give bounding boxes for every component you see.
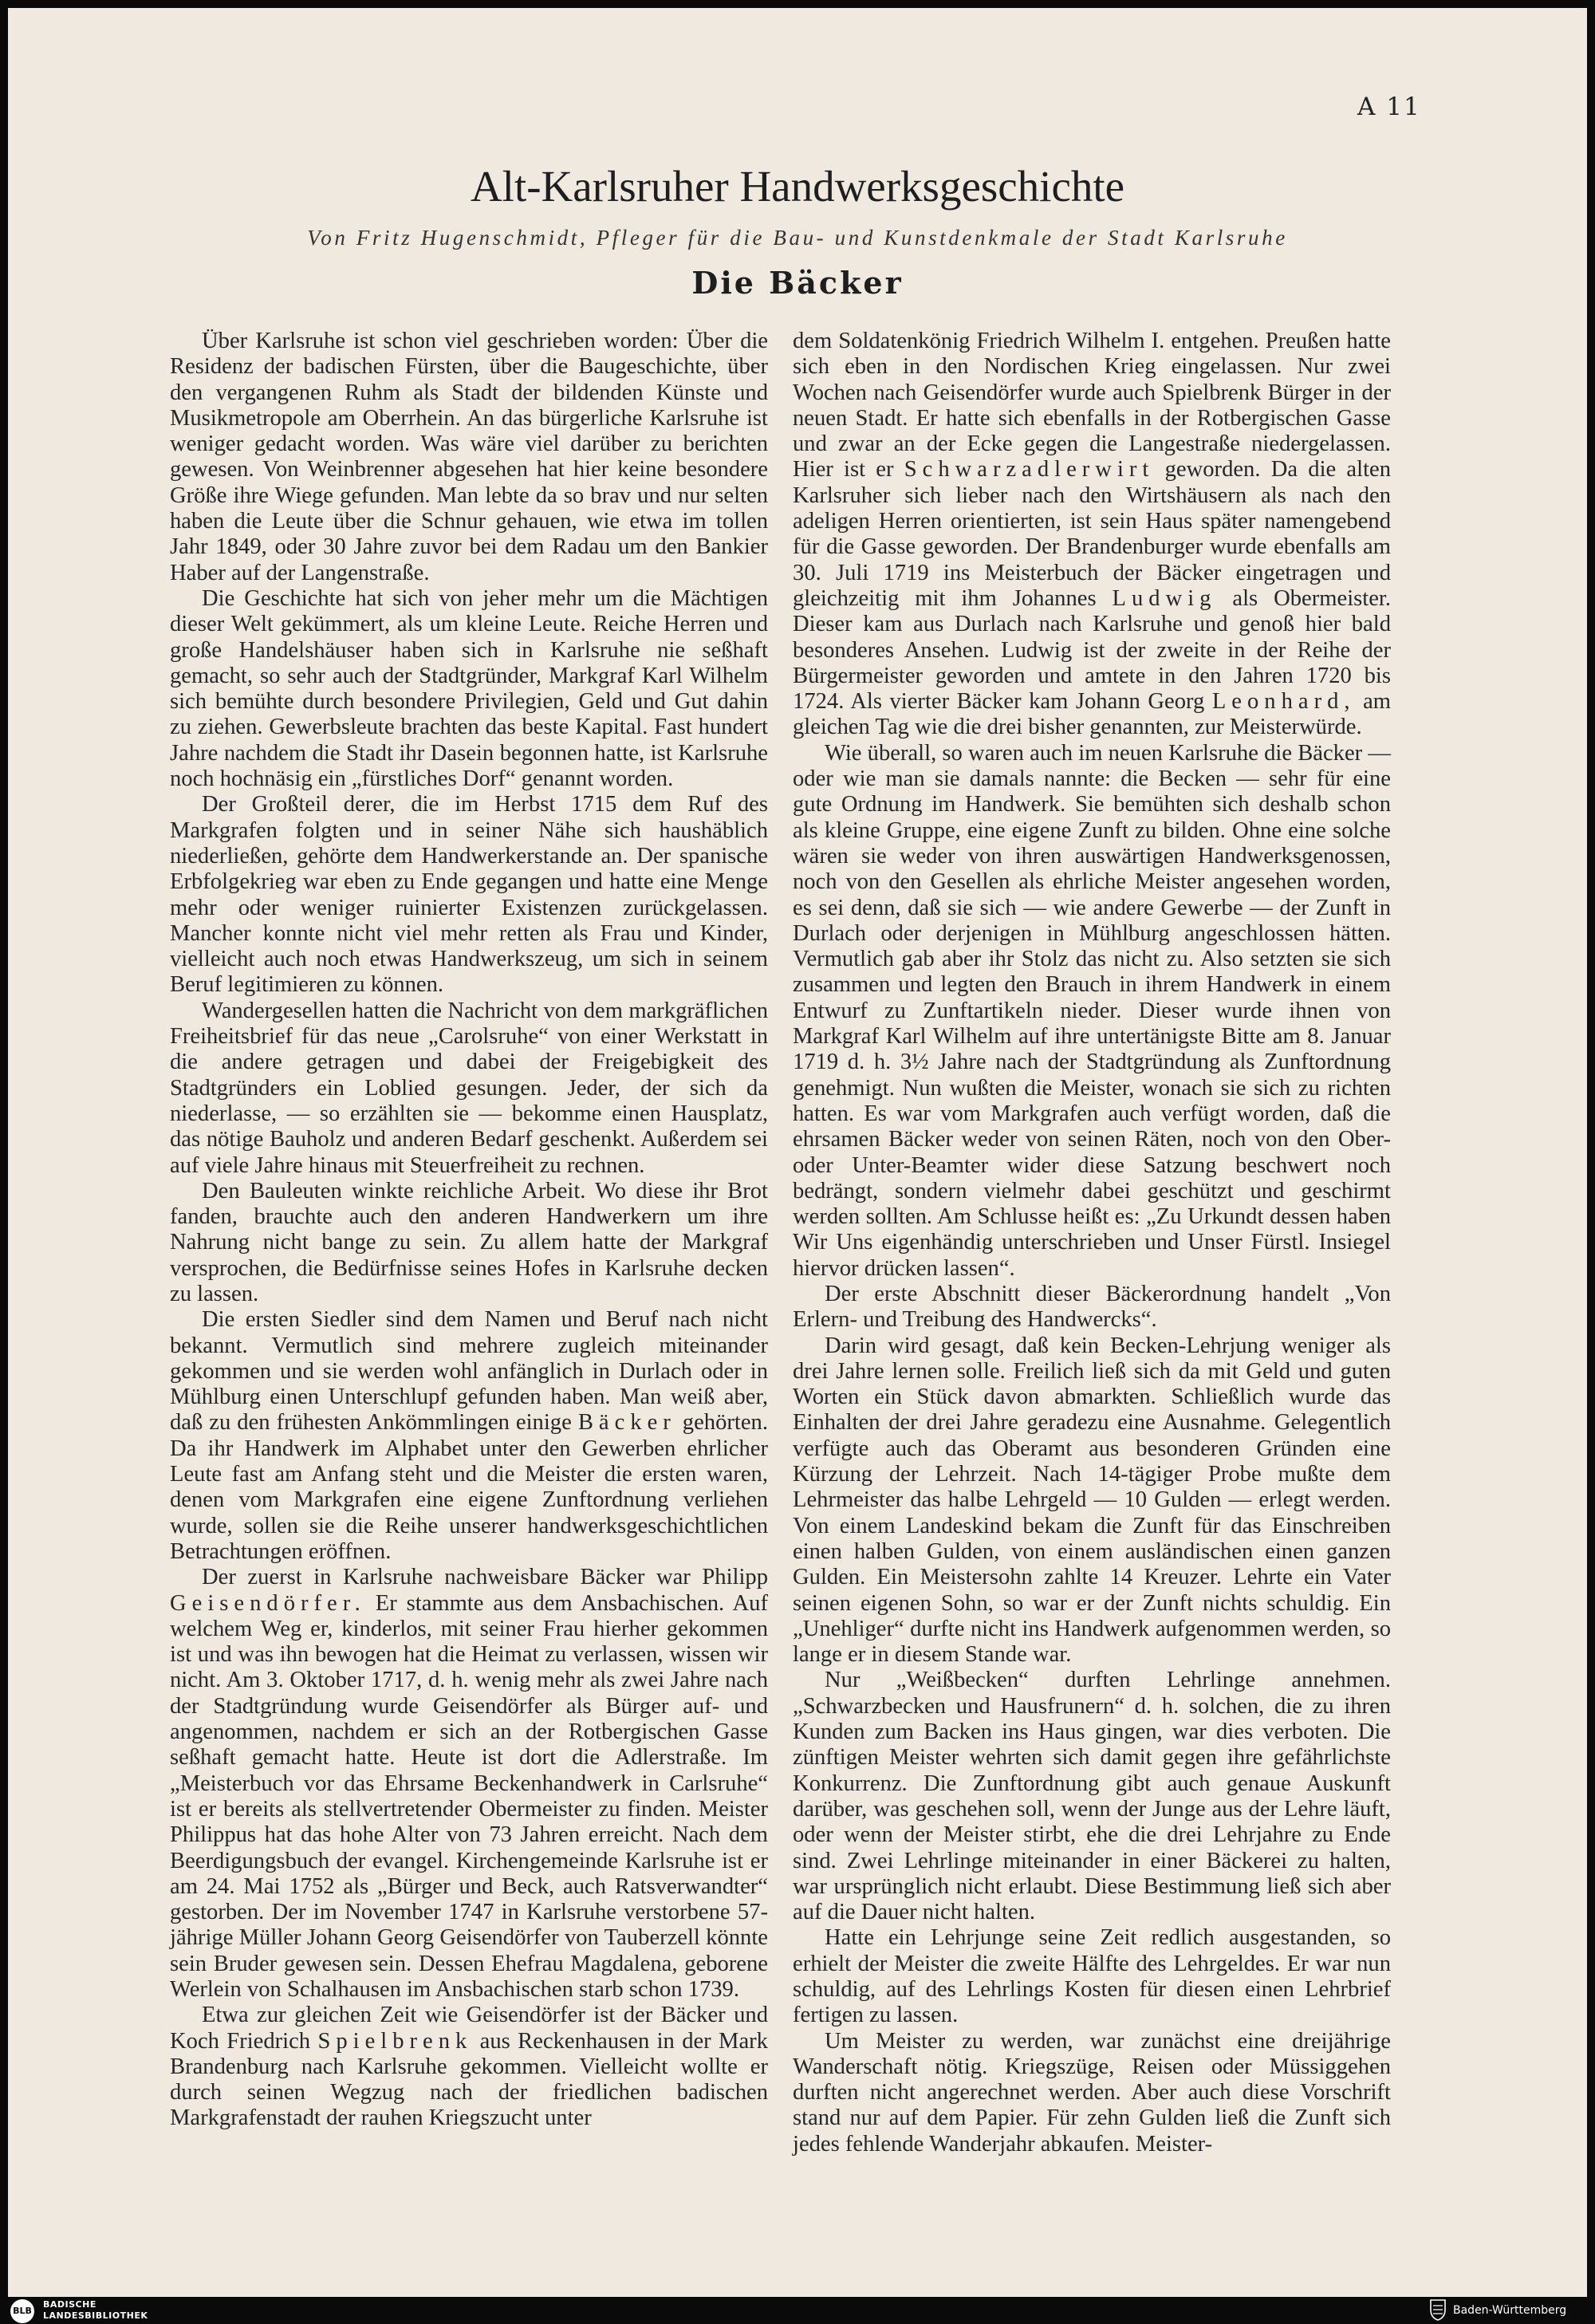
article-title: Alt-Karlsruher Handwerksgeschichte: [470, 162, 1125, 211]
paragraph: [793, 329, 1391, 741]
spaced-name: Ludwig: [1112, 585, 1217, 611]
text-run: gehörten. Da ihr Handwerk im Alphabet unter den Gewerben ehrlicher Leute fast am Anfang steht und die Meister die ersten waren, denen vom Markgrafen eine eigene Zunftordnung verliehen wurde, sollen sie die Reihe unserer handwerksgeschichtlichen Betrachtungen eröffnen.: [170, 1410, 768, 1564]
paragraph: Darin wird gesagt, daß kein Becken-Lehrjung weniger als drei Jahre lernen solle. Freilich ließ sich da mit Geld und guten Worten ein Stück davon abmarkten. Schließlich wurde das Einhalten der drei Jahre geradezu eine Ausnahme. Gelegentlich verfügte auch das Oberamt aus besonderen Gründen eine Kürzung der Lehrzeit. Nach 14-tägiger Probe mußte dem Lehrmeister das halbe Lehrgeld — 10 Gulden — erlegt werden. Von einem Landeskind bekam die Zunft für das Einschreiben einen halben Gulden, von einem ausländischen einen ganzen Gulden. Ein Meistersohn zahlte 14 Kreuzer. Lehrte ein Vater seinen eigenen Sohn, so war er der Zunft nichts schuldig. Ein „Unehliger“ durfte nicht ins Handwerk aufgenommen werden, so lange er in diesem Stande war.: [793, 1333, 1391, 1668]
section-heading: Die Bäcker: [691, 265, 904, 301]
text-run: Etwa zur gleichen Zeit wie Geisendörfer ist der Bäcker und Koch Friedrich: [170, 2003, 768, 2054]
paragraph: [170, 2003, 768, 2131]
text-run: Der zuerst in Karlsruhe nachweisbare Bäcker war Philipp: [202, 1565, 768, 1590]
article-byline: Von Fritz Hugenschmidt, Pfleger für die Bau- und Kunstdenkmale der Stadt Karlsruhe: [307, 226, 1288, 250]
text-run: geworden. Da die alten Karlsruher sich lieber nach den Wirtshäusern als nach den adeligen Herren orientierten, ist sein Haus später namengebend für die Gasse geworden. Der Brandenburger wurde ebenfalls am 30. Juli 1719 ins Meisterbuch der Bäcker eingetragen und gleichzeitig mit ihm Johannes: [793, 457, 1391, 611]
paragraph: Wie überall, so waren auch im neuen Karlsruhe die Bäcker — oder wie man sie damals nannte: die Becken — sehr für eine gute Ordnung im Handwerk. Sie bemühten sich deshalb schon als kleine Gruppe, eine eigene Zunft zu bilden. Ohne eine solche wären sie weder von ihren auswärtigen Handwerksgenossen, noch von den Gesellen als ehrliche Meister angesehen worden, es sei denn, daß sie sich — wie andere Gewerbe — der Zunft in Durlach oder derjenigen in Mühlburg angeschlossen hätten. Vermutlich gab aber ihr Stolz das nicht zu. Also setzten sie sich zusammen und legten den Brauch in ihrem Handwerk in einem Entwurf zu Zunftartikeln nieder. Dieser wurde ihnen von Markgraf Karl Wilhelm auf ihre untertänigste Bitte am 8. Januar 1719 d. h. 3½ Jahre nach der Stadtgründung als Zunftordnung genehmigt. Nun wußten die Meister, wonach sie sich zu richten hatten. Es war vom Markgrafen auch verfügt worden, daß die ehrsamen Bäcker weder von seinen Räten, noch von den Ober- oder Unter-Beamter wider diese Satzung beschwert noch bedrängt, sondern vielmehr dabei geschützt und geschirmt werden sollten. Am Schlusse heißt es: „Zu Urkundt dessen haben Wir Uns eigenhändig unterschrieben und Unser Fürstl. Insiegel hiervor drücken lassen“.: [793, 740, 1391, 1281]
text-run: Er stammte aus dem Ansbachischen. Auf welchem Weg er, kinderlos, mit seiner Frau hierher gekommen ist und was ihn bewogen hat die Heimat zu verlassen, wissen wir nicht. Am 3. Oktober 1717, d. h. wenig mehr als zwei Jahre nach der Stadtgründung wurde Geisendörfer als Bürger auf- und angenommen, nachdem er sich an der Rotbergischen Gasse seßhaft gemacht hatte. Heute ist dort die Adlerstraße. Im „Meisterbuch vor das Ehrsame Beckenhandwerk in Carlsruhe“ ist er bereits als stellvertretender Obermeister zu finden. Meister Philippus hat das hohe Alter von 73 Jahren erreicht. Nach dem Beerdigungsbuch der evangel. Kirchengemeinde Karlsruhe ist er am 24. Mai 1752 als „Bürger und Beck, auch Ratsverwandter“ gestorben. Der im November 1747 in Karlsruhe verstorbene 57-jährige Müller Johann Georg Geisendörfer von Tauberzell könnte sein Bruder gewesen sein. Dessen Ehefrau Magdalena, geborene Werlein von Schalhausen im Ansbachischen starb schon 1739.: [170, 1590, 768, 2002]
spaced-name: Bäcker: [577, 1410, 676, 1436]
paragraph: Die Geschichte hat sich von jeher mehr um die Mächtigen dieser Welt gekümmert, als um kleine Leute. Reiche Herren und große Handelshäuser haben sich in Karlsruhe nie seßhaft gemacht, so sehr auch der Stadtgründer, Markgraf Karl Wilhelm sich bemühte durch besondere Privilegien, Geld und Gut dahin zu ziehen. Gewerbsleute brachten das beste Kapital. Fast hundert Jahre nachdem die Stadt ihr Dasein begonnen hatte, ist Karlsruhe noch hochnäsig ein „fürstliches Dorf“ genannt worden.: [170, 585, 768, 792]
library-name: [43, 2299, 148, 2322]
paragraph: Um Meister zu werden, war zunächst eine dreijährige Wanderschaft nötig. Kriegszüge, Reisen oder Müssiggehen durften nicht angerechnet werden. Aber auch diese Vorschrift stand nur auf dem Papier. Für zehn Gulden ließ die Zunft sich jedes fehlende Wanderjahr abkaufen. Meister-: [793, 2028, 1391, 2157]
text-run: als Obermeister. Dieser kam aus Durlach nach Karlsruhe und genoß hier bald besonderes Ansehen. Ludwig ist der zweite in der Reihe der Bürgermeister geworden und amtete in den Jahren 1720 bis 1724. Als vierter Bäcker kam Johann Georg: [793, 585, 1392, 715]
paragraph: Der erste Abschnitt dieser Bäckerordnung handelt „Von Erlern- und Treibung des Handwercks“.: [793, 1281, 1391, 1333]
text-run: aus Reckenhausen in der Mark Brandenburg nach Karlsruhe gekommen. Vielleicht wollte er durch seinen Wegzug nach der friedlichen badischen Markgrafenstadt der rauhen Kriegszucht unter: [170, 2028, 768, 2131]
spaced-name: Spielbrenk: [317, 2028, 473, 2054]
paragraph: Wandergesellen hatten die Nachricht von dem markgräflichen Freiheitsbrief für das neue „Carolsruhe“ von einer Werkstatt in die andere getragen und dabei der Freigebigkeit des Stadtgründers ein Loblied gesungen. Jeder, der sich da niederlasse, — so erzählten sie — bekomme einen Hausplatz, das nötige Bauholz und anderen Bedarf geschenkt. Außerdem sei auf viele Jahre hinaus mit Steuerfreiheit zu rechnen.: [170, 998, 768, 1178]
paragraph: Der Großteil derer, die im Herbst 1715 dem Ruf des Markgrafen folgten und in seiner Nähe sich haushäblich niederließen, gehörte dem Handwerkerstande an. Der spanische Erbfolgekrieg war eben zu Ende gegangen und hatte eine Menge mehr oder weniger ruinierter Existenzen zurückgelassen. Mancher konnte nicht viel mehr retten als Frau und Kinder, vielleicht auch noch etwas Handwerkszeug, um sich in seinem Beruf legitimieren zu können.: [170, 792, 768, 998]
text-run: dem Soldatenkönig Friedrich Wilhelm I. entgehen. Preußen hatte sich eben in den Nordischen Krieg eingelassen. Nur zwei Wochen nach Geisendörfer wurde auch Spielbrenk Bürger in der neuen Stadt. Er hatte sich ebenfalls in der Rotbergischen Gasse und zwar an der Ecke gegen die Langestraße niedergelassen. Hier ist er: [793, 329, 1391, 483]
page-number: A 11: [1357, 93, 1421, 121]
spaced-name: Schwarzadlerwirt: [904, 457, 1155, 483]
spaced-name: Leonhard,: [1211, 689, 1356, 715]
paragraph: Nur „Weißbecken“ durften Lehrlinge annehmen. „Schwarzbecken und Hausfrunern“ d. h. solchen, die zu ihren Kunden zum Backen ins Haus gingen, war dies verboten. Die zünftigen Meister wehrten sich damit gegen ihre gefährlichste Konkurrenz. Die Zunftordnung gibt auch genaue Auskunft darüber, was geschehen soll, wenn der Junge aus der Lehre läuft, oder wenn der Meister stirbt, ehe die drei Lehrjahre zu Ende sind. Zwei Lehrlinge miteinander in einer Bäckerei zu halten, war ursprünglich nicht erlaubt. Diese Bestimmung ließ sich aber auf die Dauer nicht halten.: [793, 1668, 1391, 1925]
paragraph: [170, 1307, 768, 1565]
left-column: [170, 329, 768, 2132]
text-run: Die ersten Siedler sind dem Namen und Beruf nach nicht bekannt. Vermutlich sind mehrere zugleich miteinander gekommen und sie werden wohl anfänglich in Durlach oder in Mühlburg einen Unterschlupf gefunden haben. Man weiß aber, daß zu den frühesten Ankömmlingen einige: [170, 1307, 768, 1436]
library-name-line: BADISCHE: [43, 2299, 96, 2310]
paragraph: Über Karlsruhe ist schon viel geschrieben worden: Über die Residenz der badischen Fürsten, über die Baugeschichte, über den vergangenen Ruhm als Stadt der bildenden Künste und Musikmetropole am Oberrhein. An das bürgerliche Karlsruhe ist weniger gedacht worden. Was wäre viel darüber zu berichten gewesen. Von Weinbrenner abgesehen hat hier keine besondere Größe ihre Wiege gefunden. Man lebte da so brav und nur selten haben die Leute über die Schnur gehauen, wie etwa im tollen Jahr 1849, oder 30 Jahre zuvor bei dem Radau um den Bankier Haber auf der Langenstraße.: [170, 329, 768, 585]
paragraph: [170, 1565, 768, 2003]
state-label: Baden-Württemberg: [1453, 2304, 1567, 2317]
library-name-line: LANDESBIBLIOTHEK: [43, 2310, 148, 2321]
document-page: [8, 8, 1587, 2297]
spaced-name: Geisendörfer.: [170, 1590, 366, 1616]
blb-logo-icon: BLB: [10, 2299, 34, 2323]
paragraph: Den Bauleuten winkte reichliche Arbeit. Wo diese ihr Brot fanden, brauchte auch den anderen Handwerkern um ihre Nahrung nicht bange zu sein. Zu allem hatte der Markgraf versprochen, die Bedürfnisse seines Hofes in Karlsruhe decken zu lassen.: [170, 1178, 768, 1306]
paragraph: Hatte ein Lehrjunge seine Zeit redlich ausgestanden, so erhielt der Meister die zweite Hälfte des Lehrgeldes. Er war nun schuldig, auf des Lehrlings Kosten für diesen einen Lehrbrief fertigen zu lassen.: [793, 1925, 1391, 2028]
baden-wuerttemberg-crest-icon: [1429, 2298, 1447, 2321]
text-run: am gleichen Tag wie die drei bisher genannten, zur Meisterwürde.: [793, 689, 1391, 740]
right-column: [793, 329, 1391, 2157]
viewer-footer: [0, 2297, 1595, 2324]
